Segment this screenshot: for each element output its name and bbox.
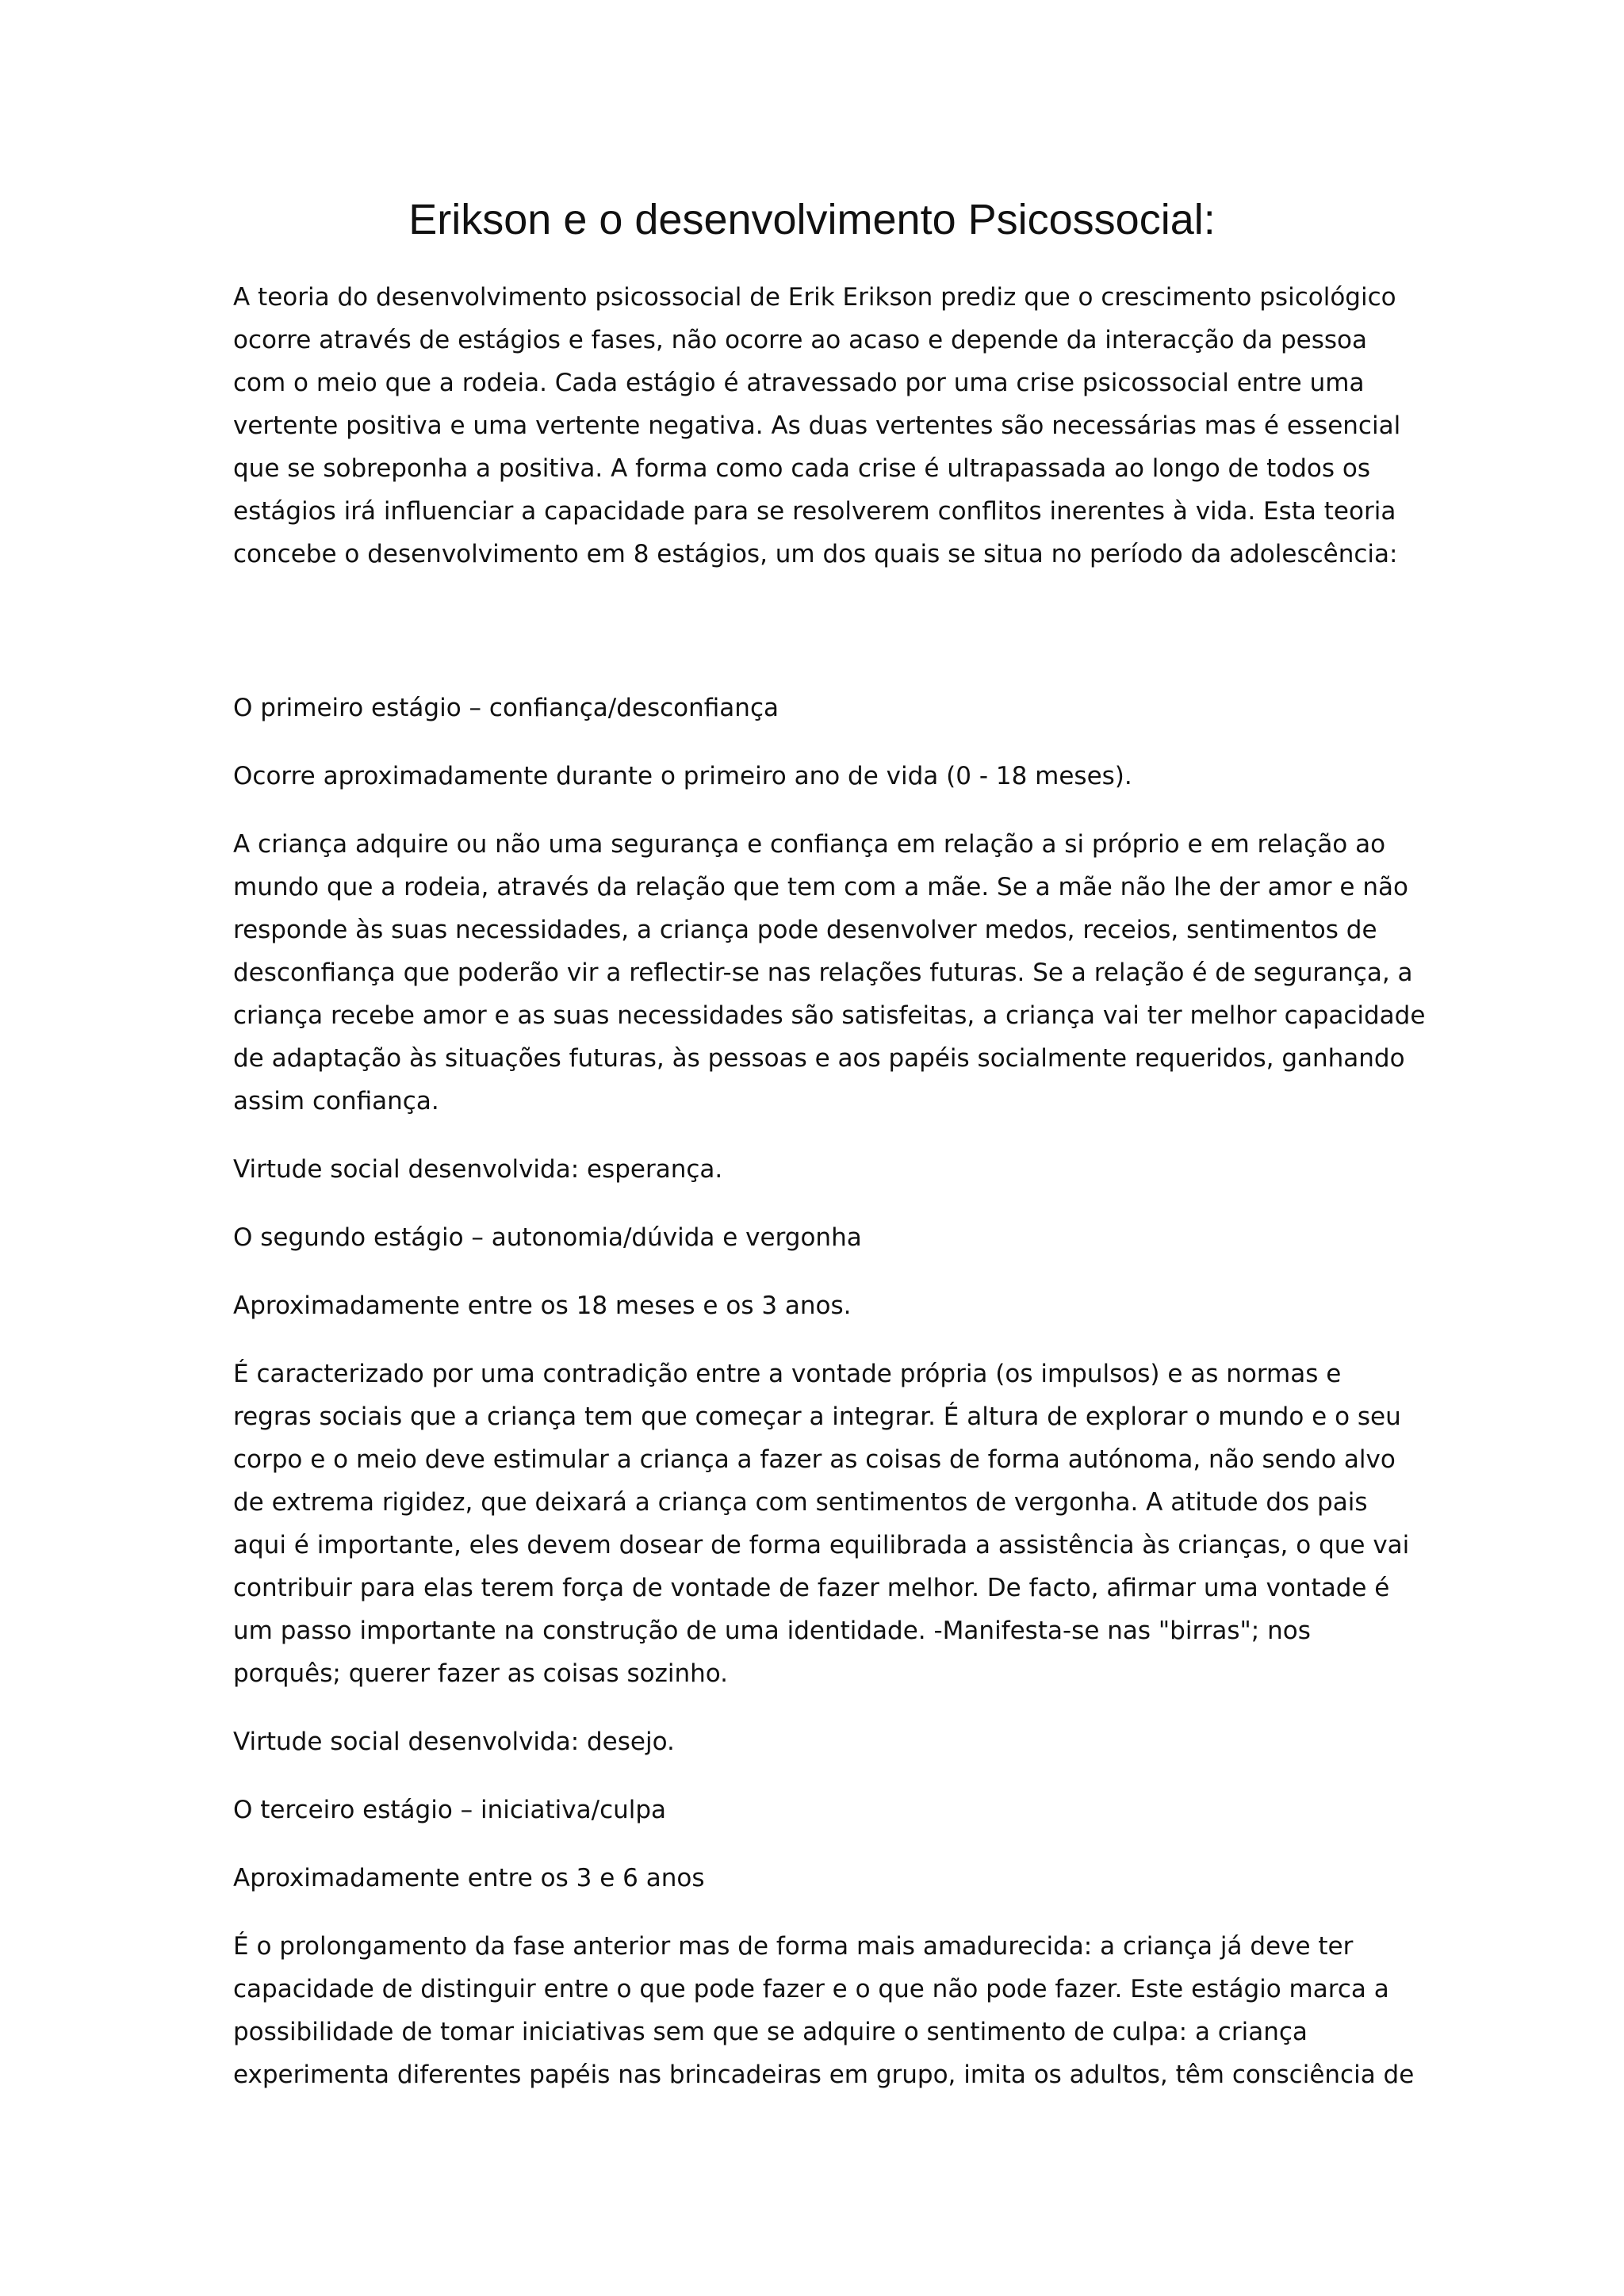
text-line: assim confiança. bbox=[233, 1087, 439, 1115]
paragraph bbox=[233, 1148, 1423, 1191]
text-line: ocorre através de estágios e fases, não ocorre ao acaso e depende da interacção da pessoa bbox=[233, 326, 1367, 354]
text-line: criança recebe amor e as suas necessidades são satisfeitas, a criança vai ter melhor capacidade bbox=[233, 1001, 1426, 1030]
text-line: Virtude social desenvolvida: desejo. bbox=[233, 1728, 675, 1756]
text-line: A teoria do desenvolvimento psicossocial de Erik Erikson prediz que o crescimento psicológico bbox=[233, 283, 1396, 312]
text-line: desconfiança que poderão vir a reflectir-se nas relações futuras. Se a relação é de segurança, a bbox=[233, 959, 1413, 987]
paragraph bbox=[233, 1216, 1423, 1259]
text-line: possibilidade de tomar iniciativas sem que se adquire o sentimento de culpa: a criança bbox=[233, 2018, 1308, 2046]
paragraph bbox=[233, 276, 1423, 576]
text-line: A criança adquire ou não uma segurança e confiança em relação a si próprio e em relação ao bbox=[233, 830, 1386, 859]
text-line: Aproximadamente entre os 3 e 6 anos bbox=[233, 1864, 705, 1892]
text-line: É caracterizado por uma contradição entre a vontade própria (os impulsos) e as normas e bbox=[233, 1360, 1342, 1388]
text-line: corpo e o meio deve estimular a criança a fazer as coisas de forma autónoma, não sendo alvo bbox=[233, 1445, 1396, 1474]
paragraph bbox=[233, 1284, 1423, 1327]
paragraph bbox=[233, 755, 1423, 798]
paragraph bbox=[233, 1720, 1423, 1763]
paragraph bbox=[233, 1857, 1423, 1900]
text-line: mundo que a rodeia, através da relação que tem com a mãe. Se a mãe não lhe der amor e não bbox=[233, 873, 1408, 901]
paragraph bbox=[233, 1353, 1423, 1695]
text-line: Aproximadamente entre os 18 meses e os 3 anos. bbox=[233, 1292, 852, 1320]
text-line: Virtude social desenvolvida: esperança. bbox=[233, 1155, 723, 1184]
text-line: O terceiro estágio – iniciativa/culpa bbox=[233, 1796, 667, 1824]
text-line: experimenta diferentes papéis nas brincadeiras em grupo, imita os adultos, têm consciência de bbox=[233, 2061, 1415, 2089]
text-line: um passo importante na construção de uma identidade. -Manifesta-se nas "birras"; nos bbox=[233, 1617, 1311, 1645]
text-line: que se sobreponha a positiva. A forma como cada crise é ultrapassada ao longo de todos os bbox=[233, 454, 1371, 483]
text-line: O segundo estágio – autonomia/dúvida e vergonha bbox=[233, 1223, 862, 1252]
paragraph bbox=[233, 1925, 1423, 2096]
text-line: O primeiro estágio – confiança/desconfiança bbox=[233, 694, 779, 722]
document-body bbox=[233, 276, 1426, 2122]
text-line: É o prolongamento da fase anterior mas de forma mais amadurecida: a criança já deve ter bbox=[233, 1932, 1354, 1961]
text-line: estágios irá influenciar a capacidade para se resolverem conflitos inerentes à vida. Esta teoria bbox=[233, 497, 1396, 526]
paragraph bbox=[233, 823, 1426, 1123]
text-line: capacidade de distinguir entre o que pode fazer e o que não pode fazer. Este estágio marca a bbox=[233, 1975, 1389, 2003]
text-line: concebe o desenvolvimento em 8 estágios, um dos quais se situa no período da adolescência: bbox=[233, 540, 1398, 568]
text-line: Ocorre aproximadamente durante o primeiro ano de vida (0 - 18 meses). bbox=[233, 762, 1132, 790]
text-line: com o meio que a rodeia. Cada estágio é atravessado por uma crise psicossocial entre uma bbox=[233, 369, 1365, 397]
text-line: aqui é importante, eles devem dosear de forma equilibrada a assistência às crianças, o que vai bbox=[233, 1531, 1410, 1559]
text-line: de extrema rigidez, que deixará a criança com sentimentos de vergonha. A atitude dos pais bbox=[233, 1488, 1368, 1517]
text-line: regras sociais que a criança tem que começar a integrar. É altura de explorar o mundo e o seu bbox=[233, 1402, 1401, 1431]
text-line: de adaptação às situações futuras, às pessoas e aos papéis socialmente requeridos, ganhando bbox=[233, 1044, 1405, 1073]
text-line: porquês; querer fazer as coisas sozinho. bbox=[233, 1659, 729, 1688]
document-title: Erikson e o desenvolvimento Psicossocial: bbox=[408, 196, 1216, 243]
text-line: contribuir para elas terem força de vontade de fazer melhor. De facto, afirmar uma vontade é bbox=[233, 1574, 1390, 1602]
text-line: responde às suas necessidades, a criança pode desenvolver medos, receios, sentimentos de bbox=[233, 916, 1377, 944]
text-line: vertente positiva e uma vertente negativa. As duas vertentes são necessárias mas é essencial bbox=[233, 411, 1401, 440]
paragraph bbox=[233, 687, 1423, 729]
paragraph bbox=[233, 1789, 1423, 1831]
